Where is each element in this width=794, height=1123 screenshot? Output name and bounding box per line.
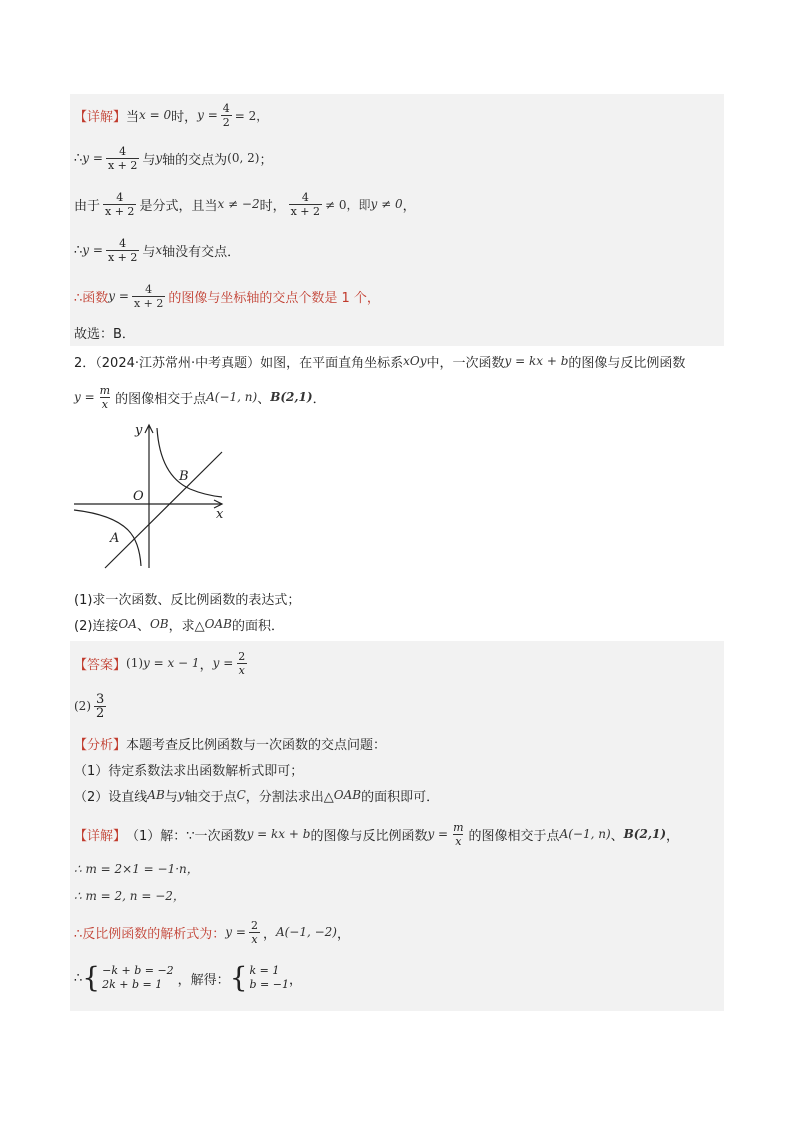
analysis-tag: 【分析】 [74,737,127,753]
label-A: A [110,531,120,546]
label-B: B [179,469,189,484]
detail2-line5: ∴ { −k + b = −2 2k + b = 1 ，解得： { k = 1 b = −1 ， [74,961,302,994]
detail1-line3: 由于 $\frac{4}{x + 2}$ 是分式，且当 x ≠ −2 时， $\frac{4}{x + 2}$ ≠ 0，即 y ≠ 0 ， [74,190,416,218]
fraction: $\frac{m}{x}$ [99,383,111,411]
label-x: x [216,507,224,522]
fraction: $\frac{4}{x + 2}$ [133,282,164,310]
fraction: $\frac{4}{2}$ [222,101,230,129]
detail2-line3: ∴ m = 2, n = −2， [74,888,185,903]
equation-system-1: −k + b = −2 2k + b = 1 [102,964,174,991]
fraction: $\frac{4}{x + 2}$ [290,190,321,218]
fraction: $\frac{4}{x + 2}$ [107,144,138,172]
answer-tag: 【答案】 [74,657,127,673]
detail1-line5: ∴函数 y = $\frac{4}{x + 2}$ 的图像与坐标轴的交点个数是 1 个， [74,282,380,310]
left-brace: { [229,961,248,994]
detail1-line4: ∴ y = $\frac{4}{x + 2}$ 与 x 轴没有交点． [74,236,241,264]
detail1-line6: 故选：B． [74,326,135,342]
detail1-line2: ∴ y = $\frac{4}{x + 2}$ 与 y 轴的交点为 (0, 2) ； [74,144,273,172]
analysis-line2: （1）待定系数法求出函数解析式即可； [74,763,304,779]
fraction: $\frac{m}{x}$ [453,820,464,848]
analysis-line1: 【分析】 本题考查反比例函数与一次函数的交点问题： [74,733,386,753]
hyperbola-branch-q3 [74,510,141,566]
equation-system-2: k = 1 b = −1 [249,964,289,991]
detail2-line4: ∴反比例函数的解析式为： y = $\frac{2}{x}$ ， A(−1, −2) ， [74,918,351,946]
fraction: $\frac{4}{x + 2}$ [107,236,138,264]
question2-line1: 2．（2024·江苏常州·中考真题）如图，在平面直角坐标系 xOy 中，一次函数 y = kx + b 的图像与反比例函数 [74,354,686,371]
subquestion-1: (1)求一次函数、反比例函数的表达式； [74,592,301,608]
fraction: $\frac{2}{x}$ [250,918,258,946]
function-graph [70,420,235,580]
label-y: y [135,423,143,438]
fraction: $\frac{3}{2}$ [96,691,105,721]
analysis-line3: （2）设直线 AB 与 y 轴交于点 C ，分割法求出△ OAB 的面积即可． [74,788,440,805]
answer-line2: (2) $\frac{3}{2}$ [74,691,105,721]
question2-line2: y = $\frac{m}{x}$ 的图像相交于点 A(−1, n) 、 B(2,1) ． [74,383,326,411]
left-brace: { [82,961,101,994]
detail-tag: 【详解】 [74,828,127,844]
detail2-line2: ∴ m = 2×1 = −1·n， [74,861,199,876]
detail1-line1: 【详解】 当 x = 0 时， y = $\frac{4}{2}$ = 2， [74,101,269,129]
subquestion-2: (2)连接 OA 、 OB ，求△ OAB 的面积． [74,617,284,634]
label-O: O [133,489,144,504]
fraction: $\frac{2}{x}$ [238,649,246,677]
answer-line1: 【答案】 (1) y = x − 1 ， y = $\frac{2}{x}$ [74,649,246,677]
fraction: $\frac{4}{x + 2}$ [105,190,135,218]
detail-tag: 【详解】 [74,109,127,125]
linear-function-line [105,452,222,568]
detail2-line1: 【详解】 （1）解：∵一次函数 y = kx + b 的图像与反比例函数 y = $\frac{m}{x}$ 的图像相交于点 A(−1, n) 、 B(2,1) ， [74,820,680,848]
